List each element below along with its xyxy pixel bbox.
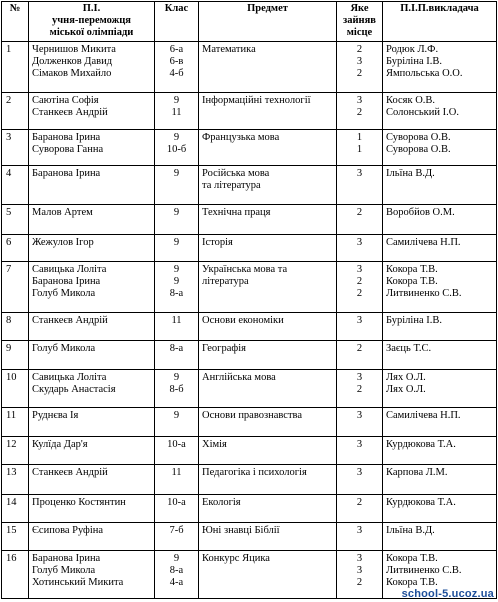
subject-name-line: Екологія	[202, 497, 241, 508]
teacher-names-line: Родюк Л.Ф.	[386, 44, 439, 55]
teacher-names-line: Лях О.Л.	[386, 372, 426, 383]
row-number-line: 9	[6, 343, 12, 354]
table-row	[2, 408, 497, 437]
row-number-line: 12	[6, 439, 17, 450]
class-values	[155, 437, 199, 465]
student-names	[29, 42, 155, 93]
class-values-line: 9	[173, 132, 180, 143]
header-teacher: П.І.П.викладача	[383, 2, 497, 42]
row-number-line: 13	[6, 467, 17, 478]
class-values-line: 9	[173, 207, 180, 218]
row-number	[2, 495, 29, 523]
teacher-names-line: Курдюкова Т.А.	[386, 439, 456, 450]
table-row	[2, 166, 497, 205]
row-number	[2, 262, 29, 313]
student-names-line: Голуб Микола	[32, 288, 96, 299]
teacher-names-line: Литвиненко С.В.	[386, 288, 462, 299]
student-names	[29, 130, 155, 166]
student-names	[29, 166, 155, 205]
row-number-line: 14	[6, 497, 17, 508]
row-number-line: 16	[6, 553, 17, 564]
row-number-line: 1	[6, 44, 12, 55]
teacher-names	[383, 166, 497, 205]
student-names-line: Баранова Ірина	[32, 132, 101, 143]
teacher-names-line: Воробйов О.М.	[386, 207, 455, 218]
place-values-line: 2	[356, 44, 363, 55]
subject-name-line: література	[202, 276, 249, 287]
student-names	[29, 341, 155, 370]
row-number	[2, 313, 29, 341]
class-values-line: 9	[173, 553, 180, 564]
class-values-line: 11	[171, 315, 182, 326]
row-number-line: 7	[6, 264, 12, 275]
student-names-line: Савицька Лоліта	[32, 372, 107, 383]
subject-name-line: Юні знавці Біблії	[202, 525, 280, 536]
class-values	[155, 42, 199, 93]
teacher-names-line: Литвиненко С.В.	[386, 565, 462, 576]
site-watermark: school-5.ucoz.ua	[401, 588, 494, 600]
place-values-line: 2	[356, 276, 363, 287]
teacher-names-line: Кокора Т.В.	[386, 577, 438, 588]
student-names	[29, 523, 155, 551]
header-subject: Предмет	[199, 2, 337, 42]
subject-name-line: Географія	[202, 343, 246, 354]
student-names	[29, 205, 155, 235]
place-values	[337, 313, 383, 341]
subject-name-line: Інформаційні технології	[202, 95, 311, 106]
subject-name	[199, 551, 337, 599]
subject-name-line: Математика	[202, 44, 256, 55]
teacher-names	[383, 408, 497, 437]
class-values-line: 8-а	[169, 288, 184, 299]
subject-name-line: та література	[202, 180, 261, 191]
class-values-line: 8-а	[169, 343, 184, 354]
teacher-names	[383, 130, 497, 166]
table-row	[2, 465, 497, 495]
student-names-line: Станкеєв Андрій	[32, 315, 108, 326]
class-values-line: 10-а	[167, 439, 186, 450]
class-values-line: 4-а	[169, 577, 184, 588]
class-values-line: 9	[173, 95, 180, 106]
subject-name	[199, 93, 337, 130]
class-values	[155, 408, 199, 437]
teacher-names	[383, 437, 497, 465]
student-names-line: Скударь Анастасія	[32, 384, 116, 395]
teacher-names	[383, 523, 497, 551]
class-values	[155, 262, 199, 313]
student-names-line: Хотинський Микита	[32, 577, 124, 588]
teacher-names-line: Солонський І.О.	[386, 107, 459, 118]
teacher-names-line: Самилічева Н.П.	[386, 237, 461, 248]
place-values	[337, 262, 383, 313]
student-names-line: Станкеєв Андрій	[32, 107, 108, 118]
subject-name	[199, 465, 337, 495]
place-values-line: 3	[356, 525, 363, 536]
teacher-names-line: Лях О.Л.	[386, 384, 426, 395]
class-values	[155, 166, 199, 205]
place-values-line: 3	[356, 95, 363, 106]
class-values-line: 6-в	[169, 56, 184, 67]
class-values	[155, 370, 199, 408]
place-values-line: 3	[356, 264, 363, 275]
class-values-line: 9	[173, 168, 180, 179]
row-number-line: 5	[6, 207, 12, 218]
teacher-names	[383, 93, 497, 130]
place-values-line: 2	[356, 497, 363, 508]
row-number	[2, 130, 29, 166]
student-names-line: Кулїда Дар'я	[32, 439, 88, 450]
subject-name-line: Педагогіка і психологія	[202, 467, 307, 478]
place-values-line: 3	[356, 439, 363, 450]
student-names	[29, 437, 155, 465]
place-values	[337, 93, 383, 130]
class-values	[155, 313, 199, 341]
student-names	[29, 235, 155, 262]
teacher-names-line: Суворова О.В.	[386, 144, 451, 155]
subject-name	[199, 235, 337, 262]
row-number-line: 8	[6, 315, 12, 326]
row-number	[2, 93, 29, 130]
place-values-line: 3	[356, 315, 363, 326]
teacher-names	[383, 235, 497, 262]
class-values-line: 6-а	[169, 44, 184, 55]
student-names-line: Суворова Ганна	[32, 144, 104, 155]
place-values-line: 2	[356, 207, 363, 218]
header-student-line: П.І.	[82, 3, 101, 14]
teacher-names-line: Курдюкова Т.А.	[386, 497, 456, 508]
header-student-line: учня-переможця	[52, 15, 131, 26]
subject-name-line: Українська мова та	[202, 264, 288, 275]
row-number	[2, 166, 29, 205]
table-row	[2, 523, 497, 551]
class-values	[155, 93, 199, 130]
row-number-line: 11	[6, 410, 17, 421]
place-values	[337, 465, 383, 495]
teacher-names-line: Кокора Т.В.	[386, 276, 438, 287]
table-row	[2, 235, 497, 262]
class-values-line: 8-а	[169, 565, 184, 576]
place-values-line: 2	[356, 577, 363, 588]
place-values	[337, 205, 383, 235]
table-body	[2, 42, 497, 599]
subject-name	[199, 437, 337, 465]
student-names-line: Станкеєв Андрій	[32, 467, 108, 478]
header-class: Клас	[155, 2, 199, 42]
row-number-line: 2	[6, 95, 12, 106]
subject-name	[199, 166, 337, 205]
class-values-line: 9	[173, 410, 180, 421]
teacher-names-line: Суворова О.В.	[386, 132, 451, 143]
place-values	[337, 42, 383, 93]
place-values-line: 3	[356, 467, 363, 478]
subject-name	[199, 130, 337, 166]
row-number	[2, 551, 29, 599]
row-number	[2, 235, 29, 262]
subject-name	[199, 341, 337, 370]
student-names-line: Голуб Микола	[32, 565, 96, 576]
teacher-names-line: Буріліна І.В.	[386, 56, 442, 67]
teacher-names	[383, 262, 497, 313]
class-values-line: 10-а	[167, 497, 186, 508]
student-names-line: Малов Артем	[32, 207, 93, 218]
subject-name	[199, 42, 337, 93]
student-names-line: Жежулов Ігор	[32, 237, 94, 248]
subject-name-line: Основи правознавства	[202, 410, 303, 421]
student-names-line: Саютіна Софія	[32, 95, 99, 106]
student-names-line: Баранова Ірина	[32, 553, 101, 564]
student-names-line: Савицька Лоліта	[32, 264, 107, 275]
teacher-names-line: Ямпольська О.О.	[386, 68, 463, 79]
student-names	[29, 551, 155, 599]
table-row	[2, 130, 497, 166]
class-values	[155, 130, 199, 166]
table-row	[2, 495, 497, 523]
student-names-line: Чернишов Микита	[32, 44, 116, 55]
teacher-names-line: Кокора Т.В.	[386, 264, 438, 275]
student-names-line: Долженков Давид	[32, 56, 113, 67]
class-values-line: 9	[173, 264, 180, 275]
olympiad-winners-table	[1, 1, 497, 599]
subject-name-line: Основи економіки	[202, 315, 284, 326]
place-values-line: 3	[356, 410, 363, 421]
place-values	[337, 437, 383, 465]
table-row	[2, 93, 497, 130]
place-values	[337, 523, 383, 551]
teacher-names	[383, 465, 497, 495]
place-values	[337, 130, 383, 166]
row-number	[2, 465, 29, 495]
teacher-names-line: Буріліна І.В.	[386, 315, 442, 326]
table-row	[2, 42, 497, 93]
subject-name	[199, 523, 337, 551]
student-names	[29, 495, 155, 523]
row-number	[2, 341, 29, 370]
teacher-names	[383, 205, 497, 235]
place-values-line: 3	[356, 565, 363, 576]
student-names-line: Баранова Ірина	[32, 168, 101, 179]
place-values	[337, 166, 383, 205]
row-number-line: 3	[6, 132, 12, 143]
row-number-line: 15	[6, 525, 17, 536]
student-names-line: Баранова Ірина	[32, 276, 101, 287]
row-number	[2, 408, 29, 437]
student-names	[29, 93, 155, 130]
teacher-names-line: Кокора Т.В.	[386, 553, 438, 564]
class-values-line: 9	[173, 237, 180, 248]
teacher-names	[383, 341, 497, 370]
header-place-line: Яке	[350, 3, 369, 14]
teacher-names	[383, 42, 497, 93]
row-number-line: 4	[6, 168, 12, 179]
student-names	[29, 262, 155, 313]
subject-name-line: Англійська мова	[202, 372, 276, 383]
subject-name	[199, 262, 337, 313]
subject-name-line: Технічна праця	[202, 207, 271, 218]
class-values-line: 9	[173, 372, 180, 383]
class-values	[155, 465, 199, 495]
header-place	[337, 2, 383, 42]
place-values	[337, 235, 383, 262]
header-student-line: міської олімпіади	[49, 27, 134, 38]
teacher-names-line: Ільїна В.Д.	[386, 168, 435, 179]
header-row	[2, 2, 497, 42]
row-number-line: 10	[6, 372, 17, 383]
class-values-line: 4-б	[169, 68, 184, 79]
row-number	[2, 523, 29, 551]
class-values-line: 10-б	[166, 144, 187, 155]
class-values	[155, 495, 199, 523]
subject-name	[199, 370, 337, 408]
place-values-line: 3	[356, 553, 363, 564]
place-values-line: 3	[356, 168, 363, 179]
place-values	[337, 408, 383, 437]
place-values	[337, 370, 383, 408]
teacher-names	[383, 370, 497, 408]
student-names	[29, 408, 155, 437]
table-row	[2, 313, 497, 341]
table-row	[2, 370, 497, 408]
teacher-names-line: Ільїна В.Д.	[386, 525, 435, 536]
student-names-line: Проценко Костянтин	[32, 497, 126, 508]
student-names	[29, 370, 155, 408]
student-names	[29, 465, 155, 495]
place-values-line: 1	[356, 132, 363, 143]
student-names-line: Єсипова Руфіна	[32, 525, 104, 536]
place-values-line: 1	[356, 144, 363, 155]
student-names	[29, 313, 155, 341]
subject-name-line: Французька мова	[202, 132, 280, 143]
place-values-line: 3	[356, 56, 363, 67]
header-student	[29, 2, 155, 42]
place-values-line: 2	[356, 384, 363, 395]
place-values-line: 3	[356, 372, 363, 383]
teacher-names-line: Заєць Т.С.	[386, 343, 432, 354]
class-values	[155, 235, 199, 262]
class-values	[155, 205, 199, 235]
class-values	[155, 341, 199, 370]
place-values	[337, 341, 383, 370]
class-values-line: 11	[171, 107, 182, 118]
place-values	[337, 495, 383, 523]
teacher-names-line: Самилічева Н.П.	[386, 410, 461, 421]
subject-name-line: Історія	[202, 237, 233, 248]
class-values-line: 8-б	[169, 384, 184, 395]
subject-name	[199, 408, 337, 437]
place-values-line: 2	[356, 343, 363, 354]
row-number	[2, 42, 29, 93]
subject-name-line: Хімія	[202, 439, 227, 450]
class-values-line: 11	[171, 467, 182, 478]
table-row	[2, 262, 497, 313]
place-values-line: 2	[356, 107, 363, 118]
student-names-line: Руднєва Ія	[32, 410, 79, 421]
header-number: №	[2, 2, 29, 42]
place-values	[337, 551, 383, 599]
student-names-line: Голуб Микола	[32, 343, 96, 354]
subject-name-line: Конкурс Яцика	[202, 553, 270, 564]
subject-name-line: Російська мова	[202, 168, 270, 179]
class-values-line: 7-б	[169, 525, 184, 536]
table-row	[2, 437, 497, 465]
class-values-line: 9	[173, 276, 180, 287]
teacher-names-line: Карпова Л.М.	[386, 467, 448, 478]
place-values-line: 3	[356, 237, 363, 248]
row-number	[2, 205, 29, 235]
teacher-names	[383, 313, 497, 341]
teacher-names-line: Косяк О.В.	[386, 95, 436, 106]
subject-name	[199, 313, 337, 341]
subject-name	[199, 495, 337, 523]
row-number	[2, 437, 29, 465]
class-values	[155, 551, 199, 599]
teacher-names	[383, 495, 497, 523]
table-row	[2, 205, 497, 235]
place-values-line: 2	[356, 288, 363, 299]
row-number	[2, 370, 29, 408]
class-values	[155, 523, 199, 551]
row-number-line: 6	[6, 237, 12, 248]
subject-name	[199, 205, 337, 235]
header-place-line: місце	[346, 27, 373, 38]
student-names-line: Сімаков Михайло	[32, 68, 112, 79]
place-values-line: 2	[356, 68, 363, 79]
header-place-line: зайняв	[343, 15, 376, 26]
table-row	[2, 341, 497, 370]
